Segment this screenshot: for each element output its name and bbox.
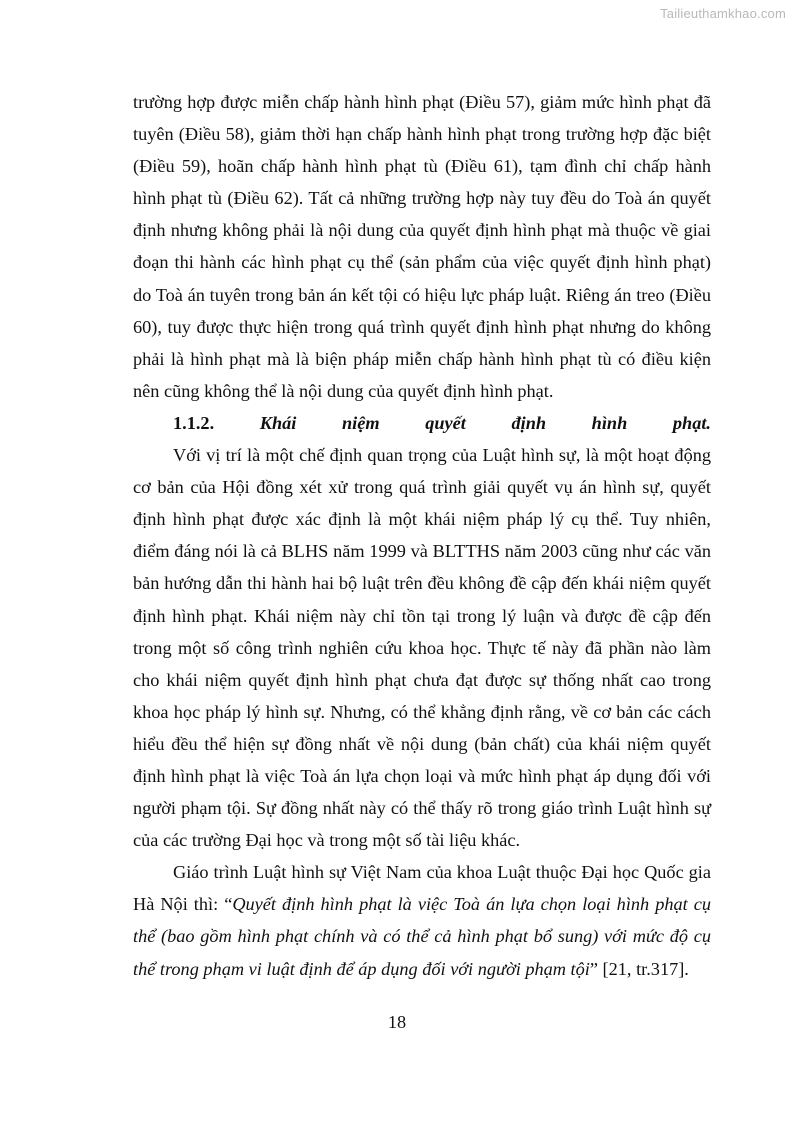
watermark-text: Tailieuthamkhao.com [660, 6, 786, 21]
section-title: Khái niệm quyết định hình phạt. [259, 412, 711, 433]
page-number: 18 [387, 1012, 407, 1032]
quote-intro: Giáo trình Luật hình sự Việt Nam của khoa Luật thuộc Đại học Quốc gia Hà Nội thì: “ [133, 862, 711, 915]
section-number: 1.1.2. [173, 412, 215, 433]
quote-citation: ” [21, tr.317]. [589, 958, 689, 979]
quote-text: Quyết định hình phạt là việc Toà án lựa chọn loại hình phạt cụ thể (bao gồm hình phạt chính và có thể cả hình phạt bổ sung) với mức độ cụ thể trong phạm vi luật định để áp dụng đối với người phạm tội [133, 894, 711, 979]
paragraph-quote [133, 856, 711, 984]
document-body [133, 86, 711, 985]
paragraph-definition-context: Với vị trí là một chế định quan trọng của Luật hình sự, là một hoạt động cơ bản của Hội đồng xét xử trong quá trình giải quyết vụ án hình sự, quyết định hình phạt được xác định là một khái niệm pháp lý cụ thể. Tuy nhiên, điểm đáng nói là cả BLHS năm 1999 và BLTTHS năm 2003 cũng như các văn bản hướng dẫn thi hành hai bộ luật trên đều không đề cập đến khái niệm quyết định hình phạt. Khái niệm này chỉ tồn tại trong lý luận và được đề cập đến trong một số công trình nghiên cứu khoa học. Thực tế này đã phần nào làm cho khái niệm quyết định hình phạt chưa đạt được sự thống nhất cao trong khoa học pháp lý hình sự. Nhưng, có thể khẳng định rằng, về cơ bản các cách hiểu đều thể hiện sự đồng nhất về nội dung (bản chất) của khái niệm quyết định hình phạt là việc Toà án lựa chọn loại và mức hình phạt áp dụng đối với người phạm tội. Sự đồng nhất này có thể thấy rõ trong giáo trình Luật hình sự của các trường Đại học và trong một số tài liệu khác. [133, 445, 711, 851]
section-heading [133, 407, 711, 439]
paragraph-continuation: trường hợp được miễn chấp hành hình phạt (Điều 57), giảm mức hình phạt đã tuyên (Điều 58), giảm thời hạn chấp hành hình phạt trong trường hợp đặc biệt (Điều 59), hoãn chấp hành hình phạt tù (Điều 61), tạm đình chỉ chấp hành hình phạt tù (Điều 62). Tất cả những trường hợp này tuy đều do Toà án quyết định nhưng không phải là nội dung của quyết định hình phạt mà thuộc về giai đoạn thi hành các hình phạt cụ thể (sản phẩm của việc quyết định hình phạt) do Toà án tuyên trong bản án kết tội có hiệu lực pháp luật. Riêng án treo (Điều 60), tuy được thực hiện trong quá trình quyết định hình phạt nhưng do không phải là hình phạt mà là biện pháp miễn chấp hành hình phạt tù có điều kiện nên cũng không thể là nội dung của quyết định hình phạt. [133, 92, 711, 401]
